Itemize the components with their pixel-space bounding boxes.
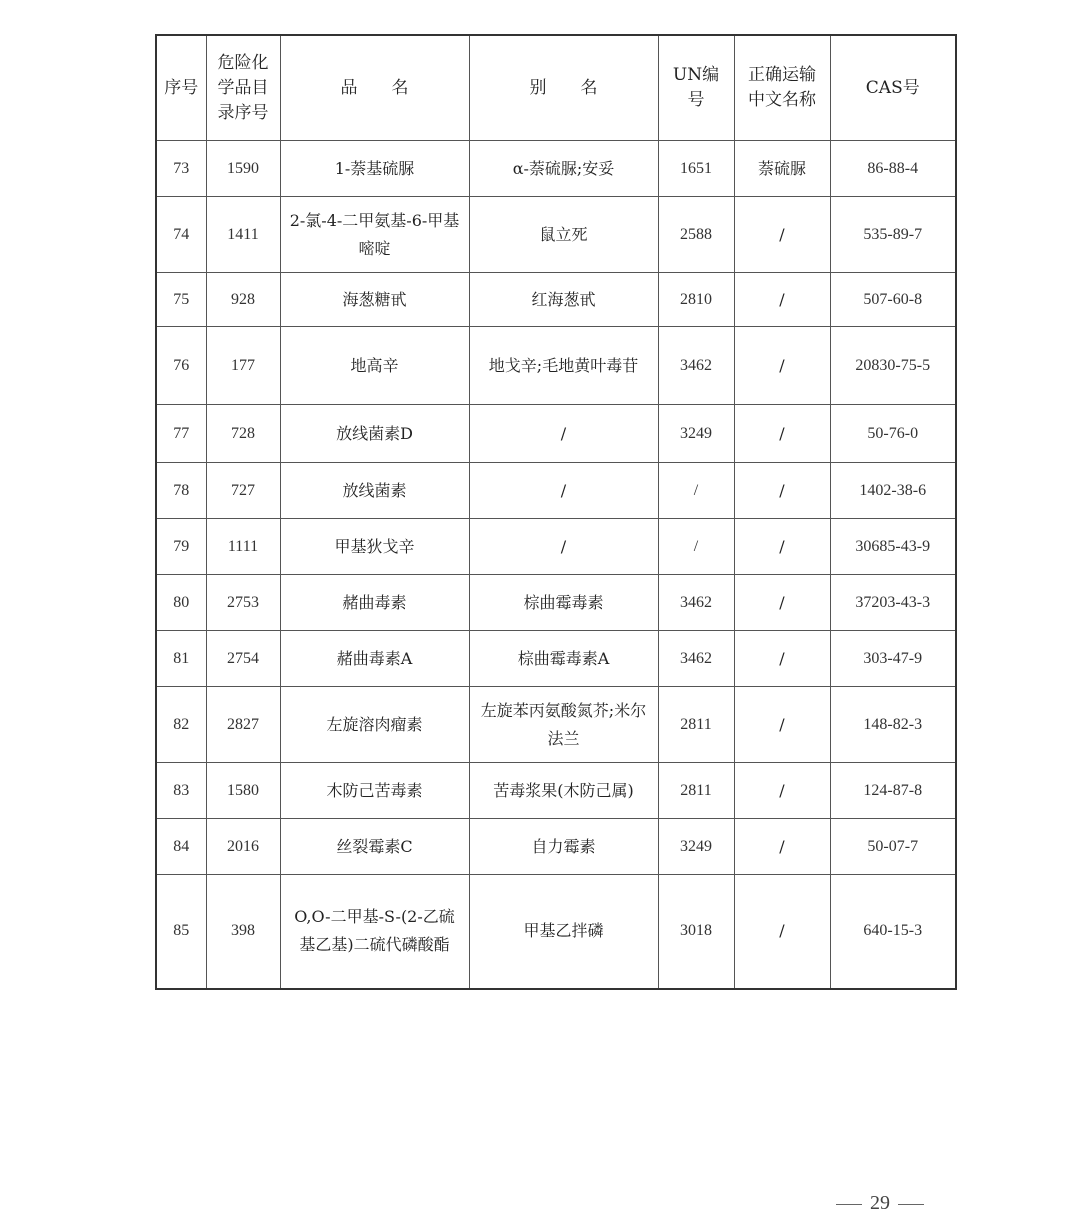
table-cell: / — [734, 327, 830, 405]
page-number-value: 29 — [870, 1192, 890, 1214]
table-cell: 2811 — [658, 763, 734, 819]
table-row — [156, 197, 956, 273]
table-cell: 放线菌素D — [280, 405, 469, 463]
table-cell: / — [734, 819, 830, 875]
table-cell: 74 — [156, 197, 206, 273]
table-cell: 地高辛 — [280, 327, 469, 405]
table-cell: 3249 — [658, 405, 734, 463]
table-cell: / — [469, 405, 658, 463]
table-cell: 地戈辛;毛地黄叶毒苷 — [469, 327, 658, 405]
table-cell: 77 — [156, 405, 206, 463]
table-cell: 535-89-7 — [830, 197, 956, 273]
table-cell: 303-47-9 — [830, 631, 956, 687]
table-cell: 2810 — [658, 273, 734, 327]
table-cell: / — [734, 405, 830, 463]
table-cell: 2827 — [206, 687, 280, 763]
table-cell: 85 — [156, 875, 206, 989]
table-cell: 20830-75-5 — [830, 327, 956, 405]
table-cell: 1402-38-6 — [830, 463, 956, 519]
table-row — [156, 575, 956, 631]
table-cell: 萘硫脲 — [734, 141, 830, 197]
page-number — [820, 1192, 940, 1215]
table-cell: 86-88-4 — [830, 141, 956, 197]
header-cell: 序号 — [156, 35, 206, 141]
table-body — [156, 141, 956, 989]
table-cell: 50-76-0 — [830, 405, 956, 463]
table-cell: 84 — [156, 819, 206, 875]
table-cell: 30685-43-9 — [830, 519, 956, 575]
table-cell: 37203-43-3 — [830, 575, 956, 631]
dash-left — [836, 1204, 862, 1205]
table-cell: / — [469, 463, 658, 519]
table-cell: 3462 — [658, 327, 734, 405]
table-cell: 2753 — [206, 575, 280, 631]
table-row — [156, 687, 956, 763]
table-cell: 507-60-8 — [830, 273, 956, 327]
table-cell: / — [734, 875, 830, 989]
table-cell: 148-82-3 — [830, 687, 956, 763]
table-cell: 727 — [206, 463, 280, 519]
table-row — [156, 819, 956, 875]
table-cell: 1-萘基硫脲 — [280, 141, 469, 197]
table-cell: 124-87-8 — [830, 763, 956, 819]
table-cell: 82 — [156, 687, 206, 763]
table-cell: 鼠立死 — [469, 197, 658, 273]
table-cell: / — [658, 519, 734, 575]
table-row — [156, 763, 956, 819]
table-cell: 甲基乙拌磷 — [469, 875, 658, 989]
table-cell: 2811 — [658, 687, 734, 763]
table-cell: 2-氯-4-二甲氨基-6-甲基嘧啶 — [280, 197, 469, 273]
table-row — [156, 875, 956, 989]
table-cell: 81 — [156, 631, 206, 687]
table-cell: 2016 — [206, 819, 280, 875]
hazardous-chemicals-table — [155, 34, 957, 990]
table-cell: / — [734, 273, 830, 327]
header-cell: 品 名 — [280, 35, 469, 141]
table-cell: 放线菌素 — [280, 463, 469, 519]
header-cell: 正确运输中文名称 — [734, 35, 830, 141]
table-cell: / — [734, 575, 830, 631]
table-cell: / — [734, 631, 830, 687]
table-cell: 1580 — [206, 763, 280, 819]
table-cell: 177 — [206, 327, 280, 405]
table-cell: 棕曲霉毒素 — [469, 575, 658, 631]
table-cell: 3462 — [658, 575, 734, 631]
table-cell: 木防己苦毒素 — [280, 763, 469, 819]
table-cell: 3462 — [658, 631, 734, 687]
table-row — [156, 141, 956, 197]
table-row — [156, 273, 956, 327]
table-cell: 棕曲霉毒素A — [469, 631, 658, 687]
header-cell: UN编号 — [658, 35, 734, 141]
header-cell: CAS号 — [830, 35, 956, 141]
table-cell: 红海葱甙 — [469, 273, 658, 327]
header-cell: 危险化学品目录序号 — [206, 35, 280, 141]
table-cell: 83 — [156, 763, 206, 819]
table-cell: / — [734, 197, 830, 273]
table-cell: 73 — [156, 141, 206, 197]
table-cell: / — [734, 519, 830, 575]
table-cell: / — [734, 463, 830, 519]
table-cell: O,O-二甲基-S-(2-乙硫基乙基)二硫代磷酸酯 — [280, 875, 469, 989]
table-cell: 海葱糖甙 — [280, 273, 469, 327]
table-cell: / — [734, 763, 830, 819]
table-cell: 赭曲毒素A — [280, 631, 469, 687]
header-row — [156, 35, 956, 141]
table-cell: 苦毒浆果(木防己属) — [469, 763, 658, 819]
table-cell: / — [469, 519, 658, 575]
table-cell: 3249 — [658, 819, 734, 875]
table-cell: 甲基狄戈辛 — [280, 519, 469, 575]
table-cell: 75 — [156, 273, 206, 327]
table-row — [156, 405, 956, 463]
table-cell: α-萘硫脲;安妥 — [469, 141, 658, 197]
table-row — [156, 631, 956, 687]
table-cell: 自力霉素 — [469, 819, 658, 875]
table-cell: 398 — [206, 875, 280, 989]
table-cell: 80 — [156, 575, 206, 631]
table-cell: 79 — [156, 519, 206, 575]
table-cell: 50-07-7 — [830, 819, 956, 875]
table-cell: / — [658, 463, 734, 519]
table-cell: 丝裂霉素C — [280, 819, 469, 875]
header-cell: 别 名 — [469, 35, 658, 141]
table-row — [156, 327, 956, 405]
table-cell: 左旋苯丙氨酸氮芥;米尔法兰 — [469, 687, 658, 763]
table-cell: 76 — [156, 327, 206, 405]
table-cell: 78 — [156, 463, 206, 519]
table-row — [156, 463, 956, 519]
table-cell: 1590 — [206, 141, 280, 197]
table-cell: / — [734, 687, 830, 763]
table-cell: 2588 — [658, 197, 734, 273]
table-cell: 1111 — [206, 519, 280, 575]
table-cell: 左旋溶肉瘤素 — [280, 687, 469, 763]
table-cell: 728 — [206, 405, 280, 463]
table-cell: 640-15-3 — [830, 875, 956, 989]
table-cell: 赭曲毒素 — [280, 575, 469, 631]
dash-right — [898, 1204, 924, 1205]
table-row — [156, 519, 956, 575]
table-cell: 3018 — [658, 875, 734, 989]
table-cell: 1411 — [206, 197, 280, 273]
table-cell: 928 — [206, 273, 280, 327]
table-cell: 2754 — [206, 631, 280, 687]
table-cell: 1651 — [658, 141, 734, 197]
